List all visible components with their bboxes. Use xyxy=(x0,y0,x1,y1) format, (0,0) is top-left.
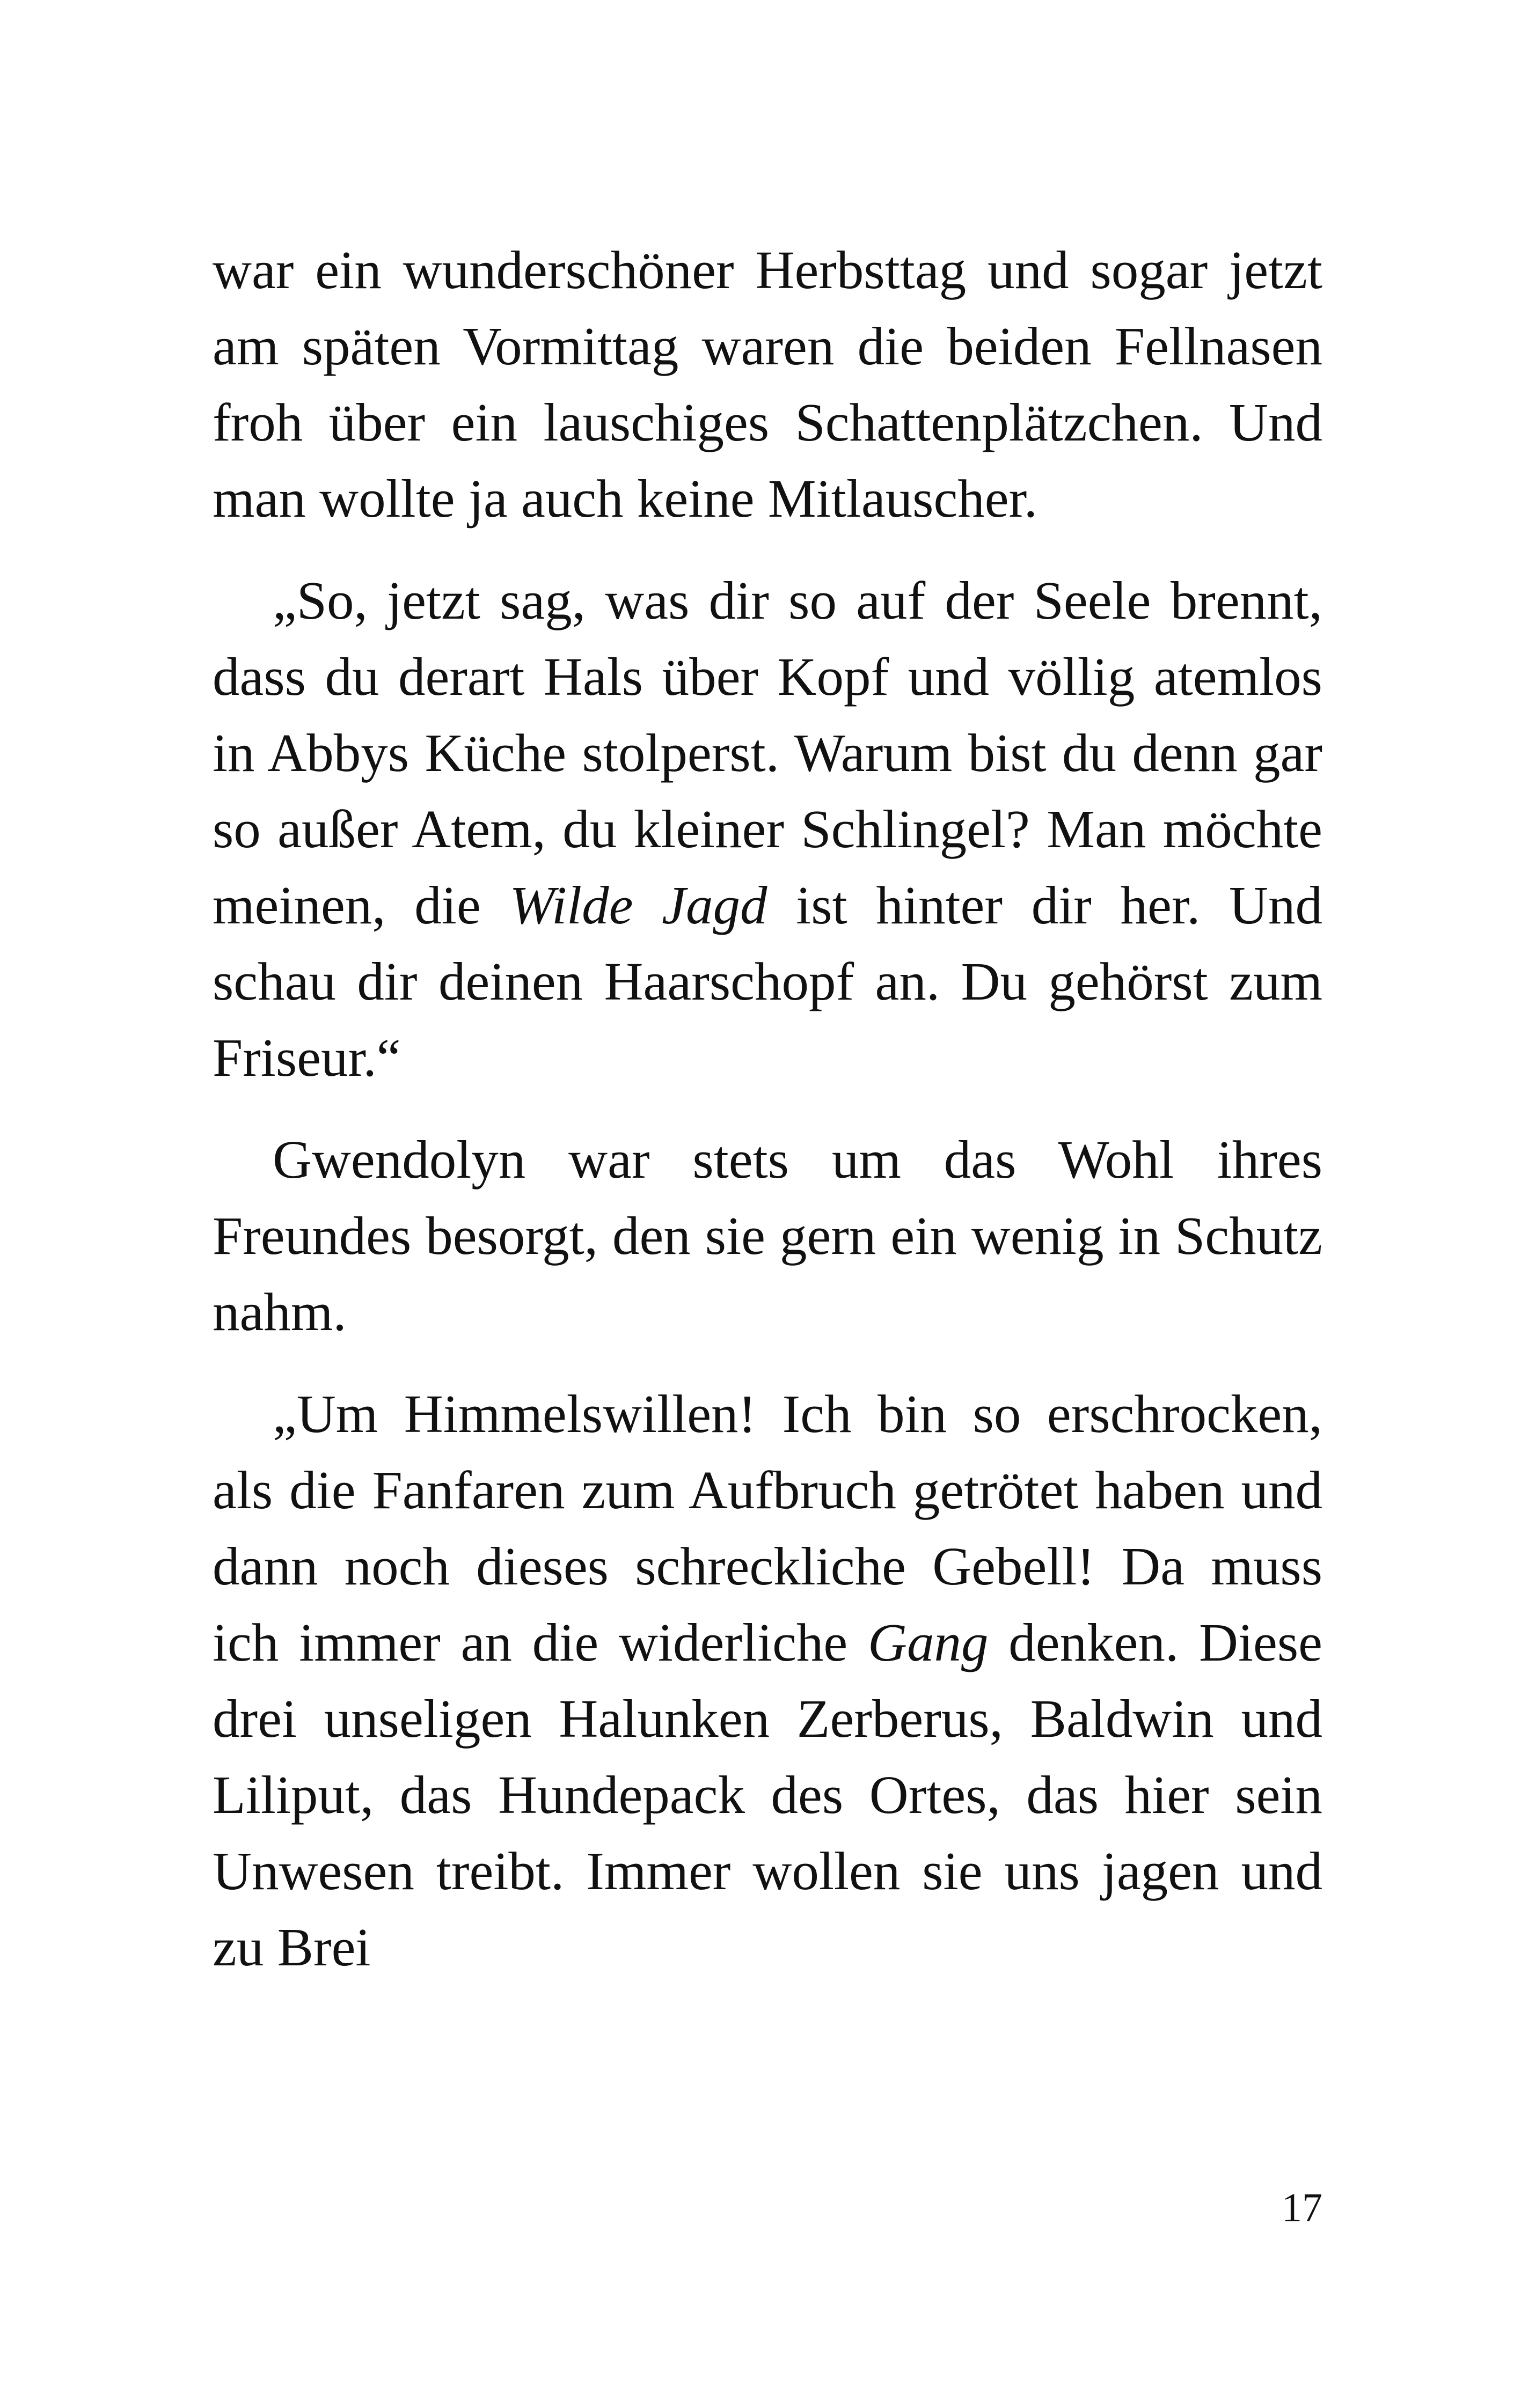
paragraph-2 xyxy=(213,562,1322,1096)
paragraph-4-text-after: denken. Diese drei unseligen Halunken Zerberus, Baldwin und Liliput, das Hundepack des Ortes, das hier sein Unwesen treibt. Immer wollen sie uns jagen und zu Brei xyxy=(213,1612,1322,1977)
paragraph-1-text: war ein wunderschöner Herbsttag und sogar jetzt am späten Vormittag waren die beiden Fellnasen froh über ein lauschiges Schattenplätzchen. Und man wollte ja auch keine Mitlauscher. xyxy=(213,240,1322,528)
paragraph-3-text: Gwendolyn war stets um das Wohl ihres Freundes besorgt, den sie gern ein wenig in Schutz nahm. xyxy=(213,1129,1322,1342)
paragraph-4 xyxy=(213,1376,1322,1985)
body-text xyxy=(213,232,1322,1985)
paragraph-2-text-before: „So, jetzt sag, was dir so auf der Seele brennt, dass du derart Hals über Kopf und völlig atemlos in Abbys Küche stolperst. Warum bist du denn gar so außer Atem, du kleiner Schlingel? Man möchte meinen, die xyxy=(213,570,1322,935)
paragraph-4-italic-word: Gang xyxy=(868,1612,989,1672)
paragraph-1 xyxy=(213,232,1322,537)
paragraph-4-text-before: „Um Himmelswillen! Ich bin so erschrocken, als die Fanfaren zum Aufbruch getrötet haben und dann noch dieses schreckliche Gebell! Da muss ich immer an die widerliche xyxy=(213,1384,1322,1672)
paragraph-2-text-after: ist hinter dir her. Und schau dir deinen Haarschopf an. Du gehörst zum Friseur.“ xyxy=(213,875,1322,1088)
paragraph-3 xyxy=(213,1121,1322,1350)
page-number: 17 xyxy=(1282,2185,1322,2230)
paragraph-2-italic-phrase: Wilde Jagd xyxy=(509,875,767,935)
